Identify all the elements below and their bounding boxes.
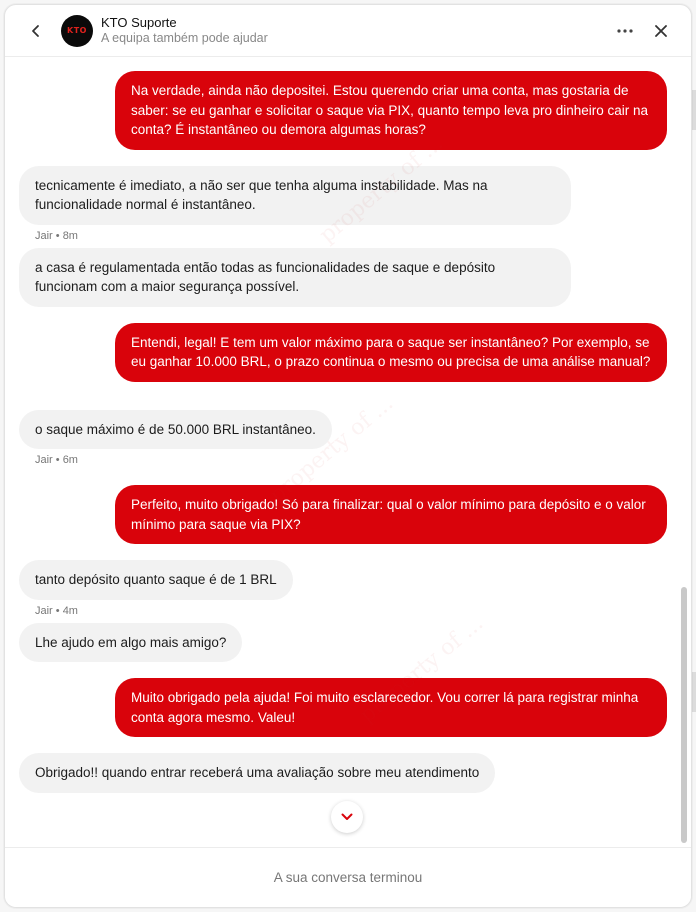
- scrollbar[interactable]: [681, 587, 687, 843]
- agent-message: tanto depósito quanto saque é de 1 BRL: [19, 560, 293, 600]
- agent-message: o saque máximo é de 50.000 BRL instantâneo.: [19, 410, 332, 450]
- user-message: Muito obrigado pela ajuda! Foi muito esclarecedor. Vou correr lá para registrar minha conta agora mesmo. Valeu!: [115, 678, 667, 737]
- conversation-ended-footer: [5, 847, 691, 907]
- user-message: Perfeito, muito obrigado! Só para finalizar: qual o valor mínimo para depósito e o valor mínimo para saque via PIX?: [115, 485, 667, 544]
- header-title-block: [101, 15, 605, 47]
- agent-message: Obrigado!! quando entrar receberá uma avaliação sobre meu atendimento: [19, 753, 495, 793]
- agent-message: Lhe ajudo em algo mais amigo?: [19, 623, 242, 663]
- chat-header: [5, 5, 691, 57]
- message-row: [5, 560, 691, 600]
- message-row: [5, 71, 691, 150]
- back-button[interactable]: [19, 14, 53, 48]
- message-row: [5, 248, 691, 307]
- more-horizontal-icon: [617, 29, 633, 33]
- watermark: property of ...: [264, 390, 399, 509]
- message-row: [5, 623, 691, 663]
- chat-widget: [4, 4, 692, 908]
- message-meta: Jair • 4m: [35, 604, 78, 617]
- chevron-left-icon: [29, 24, 43, 38]
- message-row: [5, 323, 691, 382]
- close-button[interactable]: [645, 15, 677, 47]
- conversation-status: A sua conversa terminou: [273, 870, 423, 885]
- scroll-down-button[interactable]: [331, 801, 363, 833]
- message-row: [5, 485, 691, 544]
- message-row: [5, 753, 691, 793]
- chat-subtitle: A equipa também pode ajudar: [101, 30, 268, 45]
- close-icon: [655, 25, 667, 37]
- message-meta: Jair • 6m: [35, 454, 78, 466]
- agent-message: tecnicamente é imediato, a não ser que tenha alguma instabilidade. Mas na funcionalidade normal é instantâneo.: [19, 166, 571, 225]
- user-message: Na verdade, ainda não depositei. Estou querendo criar uma conta, mas gostaria de saber: se eu ganhar e solicitar o saque via PIX, quanto tempo leva pro dinheiro cair na conta? É instantâneo ou demora algumas horas?: [115, 71, 667, 150]
- chat-title: KTO Suporte: [101, 14, 177, 30]
- avatar-logo-text: KTO: [67, 26, 87, 35]
- message-list[interactable]: [5, 57, 691, 847]
- more-options-button[interactable]: [609, 15, 641, 47]
- message-row: [5, 166, 691, 225]
- avatar: [61, 15, 93, 47]
- agent-message: a casa é regulamentada então todas as funcionalidades de saque e depósito funcionam com a maior segurança possível.: [19, 248, 571, 307]
- chevron-down-icon: [341, 813, 353, 821]
- message-row: [5, 678, 691, 737]
- watermark: property of ...: [354, 610, 489, 729]
- message-row: [5, 410, 691, 450]
- message-meta: Jair • 8m: [35, 229, 78, 242]
- user-message: Entendi, legal! E tem um valor máximo para o saque ser instantâneo? Por exemplo, se eu ganhar 10.000 BRL, o prazo continua o mesmo ou precisa de uma análise manual?: [115, 323, 667, 382]
